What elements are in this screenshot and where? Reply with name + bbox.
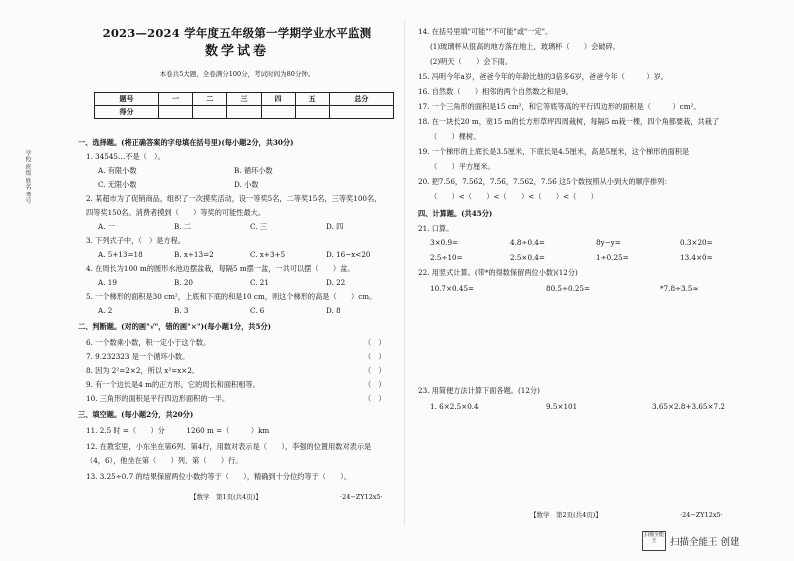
calc-21: 21. 口算。 bbox=[418, 224, 454, 233]
q2-option-a: A. 一 bbox=[98, 222, 115, 231]
fill-14-2: (2)明天（ ）会下雨。 bbox=[430, 57, 513, 66]
q3-option-a: A. 5+13=18 bbox=[98, 250, 143, 259]
answer-paren[interactable]: （ ） bbox=[364, 338, 386, 347]
section-heading: 一、选择题。(将正确答案的字母填在括号里)(每小题2分，共30分) bbox=[78, 138, 294, 147]
score-cell: 三 bbox=[227, 93, 261, 106]
q1-option-d: D. 小数 bbox=[234, 180, 259, 189]
simplify-calc: 3.65×2.8+3.65×7.2 bbox=[652, 402, 725, 411]
oral-calc: 4.8÷0.4= bbox=[510, 238, 545, 247]
section-heading: 三、填空题。(每小题2分，共20分) bbox=[78, 410, 194, 419]
q4-option-d: D. 22 bbox=[326, 278, 346, 287]
calc-23: 23. 用简便方法计算下面各题。(12分) bbox=[418, 386, 540, 395]
simplify-calc: 1. 6×2.5×0.4 bbox=[430, 402, 479, 411]
q4-option-c: C. 21 bbox=[250, 278, 269, 287]
answer-paren[interactable]: （ ） bbox=[364, 380, 386, 389]
oral-calc: 0.3×20= bbox=[680, 238, 713, 247]
oral-calc: 2.5÷10= bbox=[430, 253, 463, 262]
question-4: 4. 在周长为100 m的圆形水池边摆盆栽，每隔5 m摆一盆，一共可以摆（ ）盆。 bbox=[86, 264, 355, 273]
q1-option-c: C. 无限小数 bbox=[98, 180, 137, 189]
fill-17: 17. 一个三角形的面积是15 cm²，和它等底等高的平行四边形的面积是（ ）cm²。 bbox=[418, 102, 701, 111]
exam-note: 本卷共5大题，全卷满分100分，考试时间为80分钟。 bbox=[159, 70, 315, 78]
scanner-logo-icon: 扫描全能王 bbox=[642, 531, 666, 551]
score-input-cell[interactable] bbox=[193, 106, 227, 119]
q3-option-c: C. x+3+5 bbox=[250, 250, 286, 259]
fill-19: 19. 一个梯形的上底长是3.5厘米，下底长是4.5厘米，高是5厘米，这个梯形的面积是 bbox=[418, 147, 690, 156]
q4-option-b: B. 20 bbox=[174, 278, 193, 287]
judge-6: 6. 一个数乘小数，积一定小于这个数。 bbox=[86, 338, 211, 347]
fill-13: 13. 3.25÷0.7 的结果保留两位小数约等于（ ），精确到十分位约等于（ ）。 bbox=[86, 472, 352, 481]
question-2-cont: 四等奖150名。消费者摸到（ ）等奖的可能性最大。 bbox=[86, 208, 266, 217]
q2-option-d: D. 四 bbox=[326, 222, 344, 231]
footer-page-number: 【数学 第1页(共4页)】 bbox=[190, 493, 262, 501]
judge-8: 8. 因为 2²=2×2，所以 x²=x×2。 bbox=[86, 366, 200, 375]
score-input-cell[interactable] bbox=[295, 106, 329, 119]
fill-18-cont: （ ）棵树。 bbox=[430, 132, 481, 141]
fill-15: 15. 冯明今年a岁，爸爸今年的年龄比他的3倍多6岁，爸爸今年（ ）岁。 bbox=[418, 72, 668, 81]
q3-option-b: B. x÷13=2 bbox=[174, 250, 214, 259]
q4-option-a: A. 19 bbox=[98, 278, 117, 287]
score-cell: 五 bbox=[295, 93, 329, 106]
page-divider bbox=[404, 20, 405, 525]
q1-option-b: B. 循环小数 bbox=[234, 166, 273, 175]
exam-title: 2023—2024 学年度五年级第一学期学业水平监测 bbox=[102, 26, 372, 40]
q2-option-c: C. 三 bbox=[250, 222, 267, 231]
score-cell: 一 bbox=[159, 93, 193, 106]
judge-9: 9. 有一个边长是4 m的正方形，它的周长和面积相等。 bbox=[86, 380, 260, 389]
section-heading: 二、判断题。(对的画"√"，错的画"×")(每小题1分，共5分) bbox=[78, 322, 272, 331]
q3-option-d: D. 16−x<20 bbox=[326, 250, 371, 259]
score-cell: 得分 bbox=[95, 106, 159, 119]
vertical-calc: 10.7×0.45= bbox=[430, 284, 475, 293]
scanner-watermark: 扫描全能王 创建 bbox=[670, 537, 740, 548]
score-input-cell[interactable] bbox=[159, 106, 193, 119]
score-table-score-row bbox=[95, 106, 394, 119]
score-cell: 四 bbox=[261, 93, 295, 106]
fill-12-cont: （4，6），他坐在第（ ）列、第（ ）行。 bbox=[86, 456, 243, 465]
score-cell: 总分 bbox=[329, 93, 393, 106]
score-input-cell[interactable] bbox=[227, 106, 261, 119]
answer-paren[interactable]: （ ） bbox=[364, 394, 386, 403]
fill-20: 20. 把7.56，7.56̇2̇，7.5̇6̇，7.562，7.56̇ 这5个数按照从小到大的顺序排列： bbox=[418, 177, 672, 186]
judge-7: 7. 9.232323 是一个循环小数。 bbox=[86, 352, 190, 361]
fill-12: 12. 在教室里，小东坐在第6列、第4行，用数对表示是（ ），李强的位置用数对表示是 bbox=[86, 442, 372, 451]
answer-paren[interactable]: （ ） bbox=[364, 366, 386, 375]
fill-11: 11. 2.5 时 =（ ）分 1260 m =（ ）km bbox=[86, 426, 270, 435]
binding-line-text: 学校 班级 姓名 考号 bbox=[24, 150, 31, 204]
fill-14: 14. 在括号里填"可能""不可能"或"一定"。 bbox=[418, 27, 553, 36]
q5-option-b: B. 3 bbox=[174, 306, 189, 315]
oral-calc: 1÷0.25= bbox=[596, 253, 629, 262]
exam-subject: 数学试卷 bbox=[204, 44, 269, 59]
fill-16: 16. 自然数（ ）相邻的两个自然数之和是9。 bbox=[418, 87, 573, 96]
score-cell: 二 bbox=[193, 93, 227, 106]
q5-option-d: D. 8 bbox=[326, 306, 341, 315]
footer-code: ·24−ZY12x5· bbox=[680, 511, 723, 519]
score-table-header-row bbox=[95, 93, 394, 106]
oral-calc: 8y−y= bbox=[596, 238, 621, 247]
q2-option-b: B. 二 bbox=[174, 222, 192, 231]
oral-calc: 2.5×0.4= bbox=[510, 253, 545, 262]
oral-calc: 3×0.9= bbox=[430, 238, 459, 247]
oral-calc: 13.4×0= bbox=[680, 253, 713, 262]
question-3: 3. 下列式子中，（ ）是方程。 bbox=[86, 236, 185, 245]
question-1: 1. 34545…不是（ ）。 bbox=[86, 152, 165, 161]
question-2: 2. 某超市为了促销商品，组织了一次摸奖活动，设一等奖5名，二等奖15名，三等奖100名， bbox=[86, 194, 382, 203]
score-table bbox=[94, 92, 394, 119]
footer-page-number: 【数学 第2页(共4页)】 bbox=[530, 511, 602, 519]
question-5: 5. 一个梯形的面积是30 cm²，上底和下底的和是10 cm，则这个梯形的高是（ ）cm。 bbox=[86, 292, 377, 301]
q1-option-a: A. 有限小数 bbox=[98, 166, 137, 175]
score-input-cell[interactable] bbox=[261, 106, 295, 119]
calc-22: 22. 用竖式计算。(带*的得数保留两位小数)(12分) bbox=[418, 268, 578, 277]
fill-14-1: (1)玻璃杯从很高的地方落在地上，玻璃杯（ ）会破碎。 bbox=[430, 42, 620, 51]
fill-19-cont: （ ）平方厘米。 bbox=[430, 162, 495, 171]
q5-option-c: C. 6 bbox=[250, 306, 265, 315]
left-page bbox=[78, 0, 396, 561]
score-cell: 题号 bbox=[95, 93, 159, 106]
footer-code: ·24−ZY12x5· bbox=[340, 493, 383, 501]
simplify-calc: 9.5×101 bbox=[546, 402, 578, 411]
answer-paren[interactable]: （ ） bbox=[364, 352, 386, 361]
fill-18: 18. 在一块长20 m，宽15 m的长方形草坪四周栽树，每隔5 m栽一棵，四个角都要栽，共栽了 bbox=[418, 117, 720, 126]
vertical-calc: 80.5÷0.25= bbox=[546, 284, 591, 293]
score-input-cell[interactable] bbox=[329, 106, 393, 119]
vertical-calc: *7.8÷3.5≈ bbox=[660, 284, 699, 293]
right-page bbox=[418, 0, 758, 561]
q5-option-a: A. 2 bbox=[98, 306, 113, 315]
fill-20-answer[interactable]: （ ）<（ ）<（ ）<（ ）<（ ） bbox=[430, 192, 598, 201]
judge-10: 10. 三角形的面积是平行四边形面积的一半。 bbox=[86, 394, 230, 403]
section-heading: 四、计算题。(共45分) bbox=[418, 209, 493, 218]
